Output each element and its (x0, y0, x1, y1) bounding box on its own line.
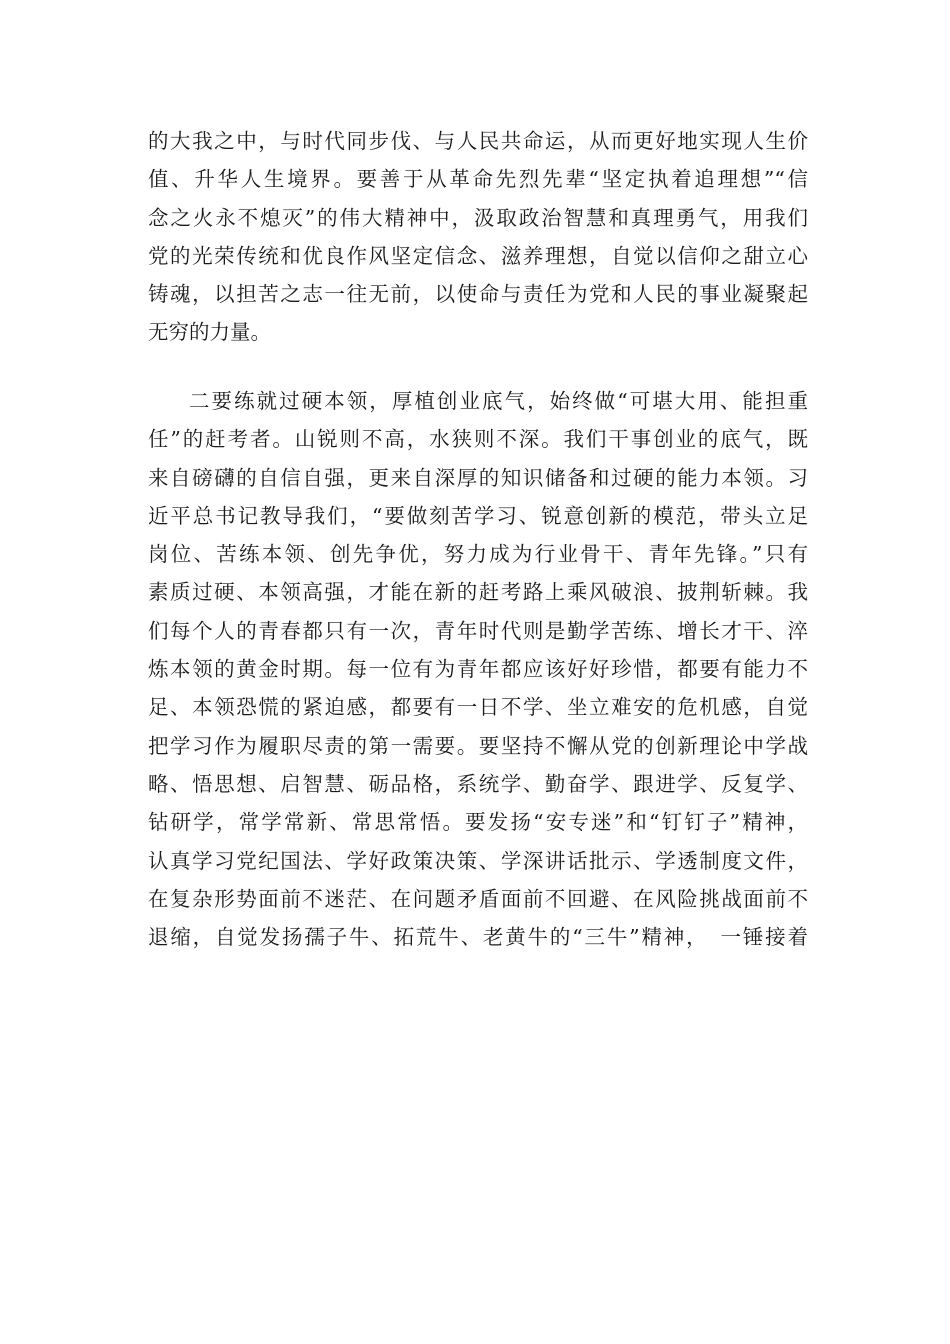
paragraph-line: 在复杂形势面前不迷茫、在问题矛盾面前不回避、在风险挑战面前不 (148, 886, 808, 911)
paragraph-line: 退缩，自觉发扬孺子牛、拓荒牛、老黄牛的“三牛”精神， 一锤接着 (148, 925, 808, 950)
paragraph-line: 炼本领的黄金时期。每一位有为青年都应该好好珍惜，都要有能力不 (148, 657, 808, 682)
paragraph-line: 念之火永不熄灭”的伟大精神中，汲取政治智慧和真理勇气，用我们 (148, 205, 808, 230)
paragraph-line: 值、升华人生境界。要善于从革命先烈先辈“坚定执着追理想”“信 (148, 167, 808, 192)
paragraph-2 (148, 382, 808, 956)
paragraph-line: 把学习作为履职尽责的第一需要。要坚持不懈从党的创新理论中学战 (148, 733, 808, 758)
paragraph-line: 岗位、苦练本领、创先争优，努力成为行业骨干、青年先锋。”只有 (148, 542, 808, 567)
paragraph-line: 们每个人的青春都只有一次，青年时代则是勤学苦练、增长才干、淬 (148, 618, 808, 643)
paragraph-line: 的大我之中，与时代同步伐、与人民共命运，从而更好地实现人生价 (148, 129, 808, 153)
paragraph-line: 素质过硬、本领高强，才能在新的赶考路上乘风破浪、披荆斩棘。我 (148, 580, 808, 605)
paragraph-line: 足、本领恐慌的紧迫感，都要有一日不学、坐立难安的危机感，自觉 (148, 695, 808, 720)
paragraph-line: 任”的赶考者。山锐则不高，水狭则不深。我们干事创业的底气，既 (148, 427, 808, 452)
paragraph-line: 略、悟思想、启智慧、砺品格，系统学、勤奋学、跟进学、反复学、 (148, 771, 808, 796)
paragraph-line: 无穷的力量。 (148, 320, 271, 345)
paragraph-line: 钻研学，常学常新、常思常悟。要发扬“安专迷”和“钉钉子”精神， (148, 810, 808, 835)
paragraph-1 (148, 122, 808, 352)
paragraph-line: 铸魂，以担苦之志一往无前，以使命与责任为党和人民的事业凝聚起 (148, 282, 808, 307)
paragraph-line: 党的光荣传统和优良作风坚定信念、滋养理想，自觉以信仰之甜立心 (148, 243, 808, 268)
paragraph-line: 近平总书记教导我们，“要做刻苦学习、锐意创新的模范，带头立足 (148, 503, 808, 528)
paragraph-line: 认真学习党纪国法、学好政策决策、学深讲话批示、学透制度文件， (148, 848, 808, 873)
paragraph-line: 二要练就过硬本领，厚植创业底气，始终做“可堪大用、能担重 (189, 389, 808, 413)
paragraph-line: 来自磅礴的自信自强，更来自深厚的知识储备和过硬的能力本领。习 (148, 465, 808, 490)
